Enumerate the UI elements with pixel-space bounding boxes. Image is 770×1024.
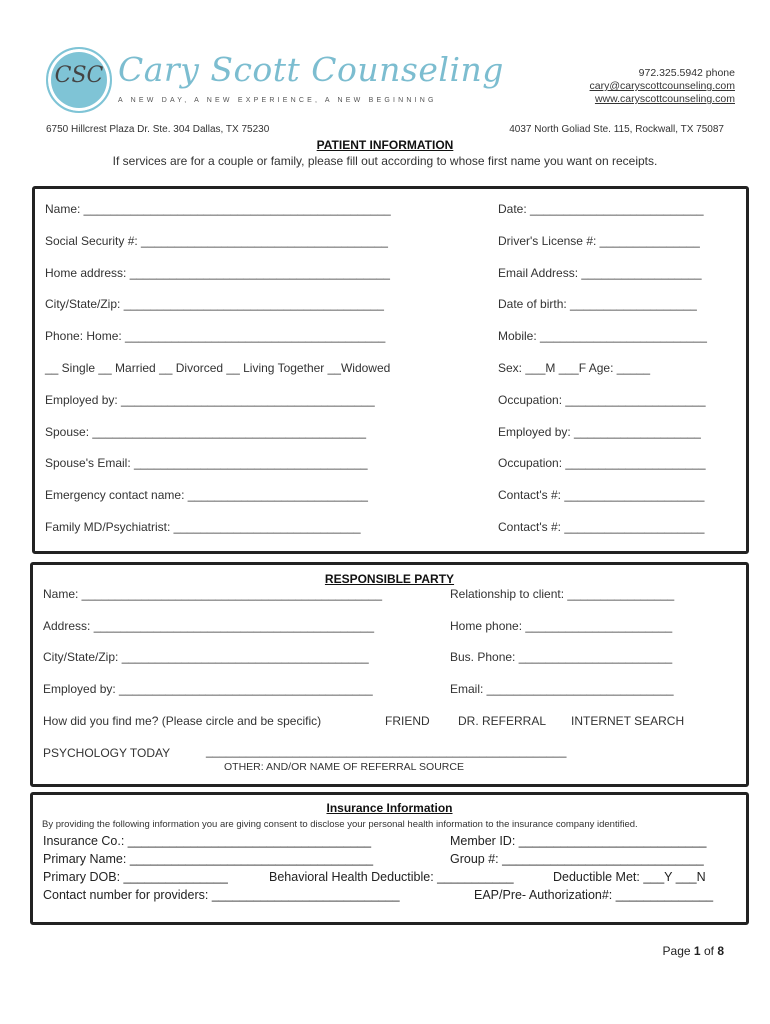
- patient-info-title: PATIENT INFORMATION: [316, 138, 454, 152]
- referral-other-line[interactable]: ______________________________________________________: [206, 744, 567, 758]
- form-field-left[interactable]: Home address: _______________________________________: [45, 265, 390, 280]
- form-field-left[interactable]: Spouse: _________________________________________: [45, 424, 366, 439]
- logo-icon: [46, 47, 112, 113]
- patient-info-subtitle: If services are for a couple or family, please fill out according to whose first name you want on receipts.: [112, 154, 658, 168]
- insurance-company-field[interactable]: Insurance Co.: ___________________________________: [43, 834, 372, 848]
- form-field-left[interactable]: Employed by: ______________________________________: [45, 392, 375, 407]
- page-number: 1: [693, 944, 701, 958]
- form-field-right[interactable]: Employed by: ___________________: [498, 424, 701, 439]
- referral-question: How did you find me? (Please circle and be specific): [43, 714, 322, 728]
- form-field-left[interactable]: City/State/Zip: _____________________________________: [43, 650, 369, 665]
- form-field-right[interactable]: Email Address: __________________: [498, 265, 702, 280]
- member-id-field[interactable]: Member ID: ___________________________: [450, 834, 707, 848]
- form-field-right[interactable]: Mobile: _________________________: [498, 329, 707, 344]
- form-field-right[interactable]: Sex: ___M ___F Age: _____: [498, 361, 651, 375]
- logo-initials: CSC: [54, 63, 104, 88]
- form-field-left[interactable]: Name: _____________________________________________: [43, 587, 382, 601]
- referral-option-psychology-today[interactable]: PSYCHOLOGY TODAY: [43, 746, 171, 760]
- form-field-right[interactable]: Home phone: ______________________: [450, 618, 673, 633]
- bh-deductible-field[interactable]: Behavioral Health Deductible: ___________: [269, 870, 514, 884]
- insurance-title: Insurance Information: [326, 801, 453, 815]
- referral-option-internet[interactable]: INTERNET SEARCH: [571, 714, 685, 728]
- form-field-right[interactable]: Contact's #: _____________________: [498, 488, 705, 503]
- referral-option-friend[interactable]: FRIEND: [385, 714, 430, 728]
- deductible-met-field[interactable]: Deductible Met: ___Y ___N: [553, 870, 706, 884]
- responsible-party-title: RESPONSIBLE PARTY: [324, 572, 455, 586]
- form-field-left[interactable]: __ Single __ Married __ Divorced __ Living Together __Widowed: [45, 361, 391, 375]
- form-field-left[interactable]: Social Security #: _____________________________________: [45, 233, 388, 248]
- address-rockwall: 4037 North Goliad Ste. 115, Rockwall, TX 75087: [509, 124, 724, 135]
- form-field-left[interactable]: Address: __________________________________________: [43, 618, 374, 633]
- form-field-right[interactable]: Date: __________________________: [498, 202, 704, 216]
- form-field-left[interactable]: Employed by: ______________________________________: [43, 681, 373, 696]
- page-total: 8: [717, 944, 724, 958]
- address-dallas: 6750 Hillcrest Plaza Dr. Ste. 304 Dallas, TX 75230: [46, 124, 270, 135]
- of-word: of: [703, 944, 714, 958]
- referral-option-dr[interactable]: DR. REFERRAL: [458, 714, 547, 728]
- form-field-left[interactable]: Emergency contact name: ___________________________: [45, 488, 368, 503]
- form-field-right[interactable]: Email: ____________________________: [450, 681, 674, 696]
- form-field-right[interactable]: Contact's #: _____________________: [498, 520, 705, 534]
- website-link[interactable]: www.caryscottcounseling.com: [594, 93, 735, 105]
- form-field-right[interactable]: Date of birth: ___________________: [498, 297, 697, 312]
- form-field-right[interactable]: Bus. Phone: _______________________: [450, 650, 673, 665]
- form-field-right[interactable]: Occupation: _____________________: [498, 392, 706, 407]
- referral-other-label: OTHER: AND/OR NAME OF REFERRAL SOURCE: [224, 761, 464, 773]
- primary-dob-field[interactable]: Primary DOB: _______________: [43, 870, 228, 884]
- provider-contact-field[interactable]: Contact number for providers: ___________________________: [43, 888, 400, 902]
- form-field-left[interactable]: Phone: Home: _______________________________________: [45, 329, 386, 344]
- form-field-right[interactable]: Occupation: _____________________: [498, 456, 706, 471]
- page-indicator: [663, 944, 724, 958]
- group-number-field[interactable]: Group #: _____________________________: [450, 852, 704, 866]
- brand-name: Cary Scott Counseling: [118, 50, 504, 89]
- form-field-left[interactable]: Name: ______________________________________________: [45, 202, 391, 216]
- form-field-left[interactable]: Spouse's Email: ___________________________________: [45, 456, 368, 471]
- form-field-left[interactable]: Family MD/Psychiatrist: ____________________________: [45, 520, 361, 534]
- page-word: Page: [662, 944, 691, 958]
- tagline: A NEW DAY, A NEW EXPERIENCE, A NEW BEGINNING: [118, 97, 437, 104]
- email-link[interactable]: cary@caryscottcounseling.com: [589, 80, 735, 92]
- form-field-right[interactable]: Driver's License #: _______________: [498, 233, 700, 248]
- eap-authorization-field[interactable]: EAP/Pre- Authorization#: ______________: [474, 888, 714, 902]
- phone-number: 972.325.5942 phone: [638, 67, 735, 79]
- insurance-consent: By providing the following information you are giving consent to disclose your personal health information to the insurance company identified.: [42, 819, 638, 830]
- primary-name-field[interactable]: Primary Name: ___________________________________: [43, 852, 374, 866]
- form-field-right[interactable]: Relationship to client: ________________: [450, 587, 675, 601]
- form-field-left[interactable]: City/State/Zip: _______________________________________: [45, 297, 384, 312]
